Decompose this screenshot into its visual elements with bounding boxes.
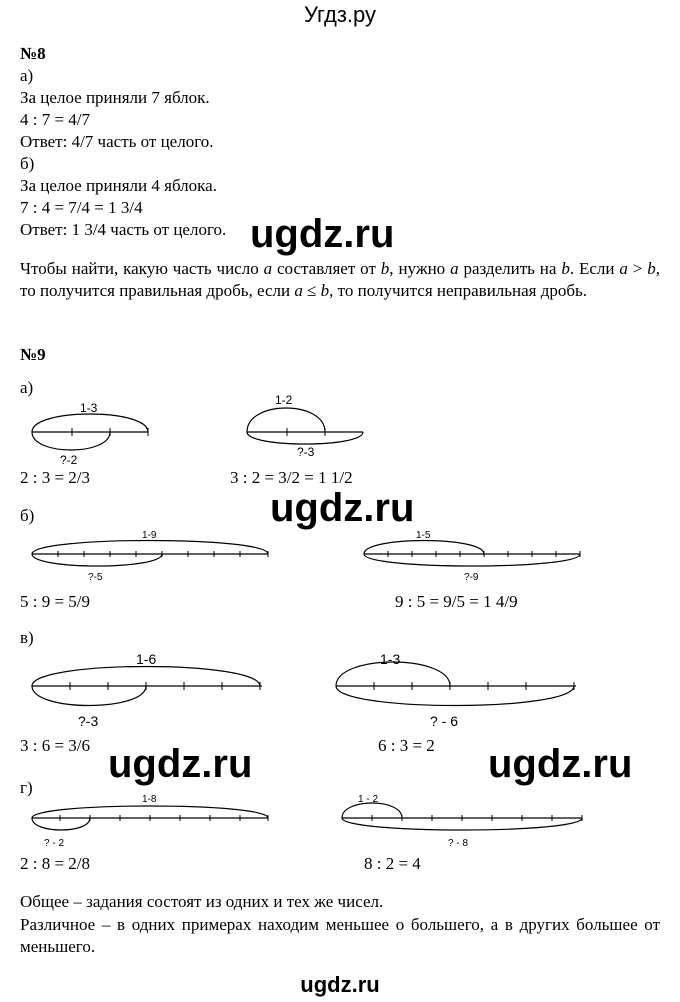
svg-text:? - 6: ? - 6 [430,713,459,729]
site-header: Угдз.ру [303,2,377,27]
task8-b-label: б) [20,154,35,173]
task8-a-label: а) [20,66,34,85]
site-footer: ugdz.ru [300,972,380,997]
watermark: ugdz.ru [488,742,633,786]
task8-a-line3: Ответ: 4/7 часть от целого. [20,132,214,151]
svg-text:1-3: 1-3 [380,651,401,667]
task9-b-right-eq: 9 : 5 = 9/5 = 1 4/9 [395,592,518,611]
task9-a-left-eq: 2 : 3 = 2/3 [20,468,91,487]
watermark: ugdz.ru [250,212,395,256]
watermark: ugdz.ru [270,486,415,530]
svg-text:?-9: ?-9 [464,572,479,583]
diagram-g-left [30,790,280,850]
watermark: ugdz.ru [108,742,253,786]
arc-label-top: 1-3 [80,401,98,415]
diagram-g-right [340,790,590,850]
diagram-b-right [362,530,592,586]
task8-number: №8 [20,44,46,63]
diagram-a-right [245,390,375,470]
svg-text:1-6: 1-6 [136,651,157,667]
diagram-v-left [30,646,270,730]
summary-line2: Различное – в одних примерах находим меньшее о большего, а в других большее от меньшего. [20,915,660,956]
task9-a-label: а) [20,378,34,397]
rule-paragraph: Чтобы найти, какую часть число a составляет от b, нужно a разделить на b. Если a > b, то получится правильная дробь, если a ≤ b, то получится неправильная дробь. [20,259,661,300]
task9-v-label: в) [20,628,34,647]
task8-a-line2: 4 : 7 = 4/7 [20,110,91,129]
svg-text:1-8: 1-8 [142,794,157,805]
arc-label-top: 1-2 [275,393,293,407]
task9-v-left-eq: 3 : 6 = 3/6 [20,736,91,755]
diagram-v-right [334,646,584,730]
task9-g-right-eq: 8 : 2 = 4 [364,854,421,873]
task9-b-label: б) [20,506,35,525]
task8-a-line1: За целое приняли 7 яблок. [20,88,210,107]
task9-a-right-eq: 3 : 2 = 3/2 = 1 1/2 [230,468,353,487]
diagram-b-left [30,530,280,586]
task9-number: №9 [20,345,46,364]
task8-b-line3: Ответ: 1 3/4 часть от целого. [20,220,227,239]
task9-g-left-eq: 2 : 8 = 2/8 [20,854,91,873]
task9-v-right-eq: 6 : 3 = 2 [378,736,435,755]
svg-text:?-3: ?-3 [78,713,99,729]
diagram-a-left [30,390,160,470]
task8-b-line1: За целое приняли 4 яблока. [20,176,217,195]
task9-b-left-eq: 5 : 9 = 5/9 [20,592,91,611]
svg-text:? - 2: ? - 2 [44,838,65,849]
summary-line1: Общее – задания состоят из одних и тех же чисел. [20,892,384,911]
svg-text:?-5: ?-5 [88,572,103,583]
task9-g-label: г) [20,778,33,797]
task8-b-line2: 7 : 4 = 7/4 = 1 3/4 [20,198,143,217]
arc-label-bottom: ?-2 [60,453,78,467]
arc-label-bottom: ?-3 [297,445,315,459]
svg-text:1-9: 1-9 [142,530,157,541]
svg-text:? - 8: ? - 8 [448,838,469,849]
svg-text:1 - 2: 1 - 2 [358,794,379,805]
svg-text:1-5: 1-5 [416,530,431,541]
